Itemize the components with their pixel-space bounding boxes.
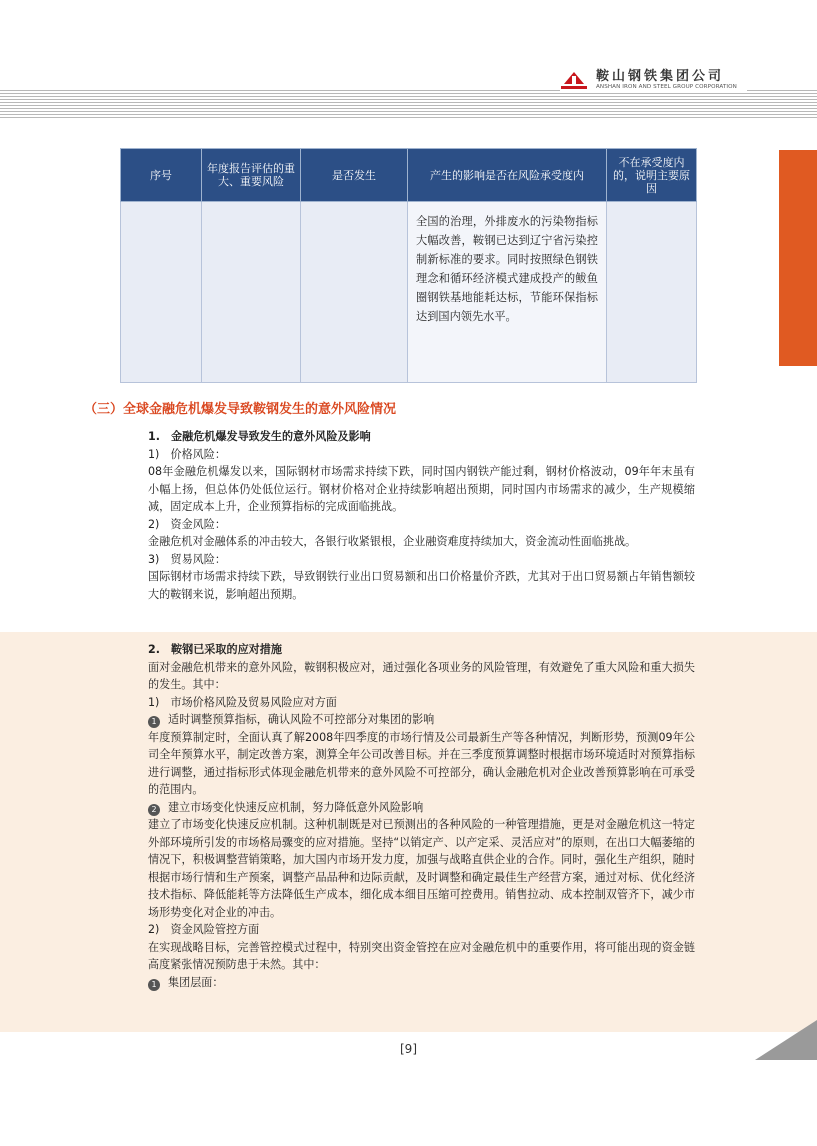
section-title: （三）全球金融危机爆发导致鞍钢发生的意外风险情况	[84, 402, 397, 417]
table-cell-impact: 全国的治理，外排废水的污染物指标大幅改善，鞍钢已达到辽宁省污染控制新标准的要求。同时按照绿色钢铁理念和循环经济模式建成投产的鲅鱼圈钢铁基地能耗达标，节能环保指标达到国内领先水平。	[408, 202, 607, 383]
paragraph: 建立了市场变化快速反应机制。这种机制既是对已预测出的各种风险的一种管理措施，更是对金融危机这一特定外部环境所引发的市场格局骤变的应对措施。坚持“以销定产、以产定采、灵活应对”的原则，在出口大幅萎缩的情况下，积极调整营销策略，加大国内市场开发力度，加强与战略直供企业的合作。同时，强化生产组织，随时根据市场行情和生产预案，调整产品品种和边际贡献，及时调整和确定最佳生产经营方案，通过对标、优化经济技术指标、降低能耗等方法降低生产成本，细化成本细目压缩可控费用。销售拉动、成本控制双管齐下，减少市场形势变化对企业的冲击。	[148, 818, 695, 919]
paragraph: 面对金融危机带来的意外风险，鞍钢积极应对，通过强化各项业务的风险管理，有效避免了重大风险和重大损失的发生。其中：	[148, 660, 695, 691]
item-heading: 建立市场变化快速反应机制，努力降低意外风险影响	[168, 800, 424, 814]
paragraph: 在实现战略目标，完善管控模式过程中，特别突出资金管控在应对金融危机中的重要作用，将可能出现的资金链高度紧张情况预防患于未然。其中：	[148, 940, 695, 971]
paragraph: 年度预算制定时，全面认真了解2008年四季度的市场行情及公司最新生产等各种情况，判断形势，预测09年公司全年预算水平，制定改善方案，测算全年公司改善目标。并在三季度预算调整时根据市场环境适时对预算指标进行调整，通过指标形式体现金融危机带来的意外风险不可控部分，确认金融危机对企业改善预算影响在可承受的范围内。	[148, 730, 695, 796]
company-logo	[560, 70, 588, 90]
circled-number-icon: 2	[148, 804, 160, 816]
page-corner-decoration	[755, 1020, 817, 1060]
paragraph: 金融危机对金融体系的冲击较大，各银行收紧银根，企业融资难度持续加大，资金流动性面临挑战。	[148, 535, 637, 548]
item-heading: 1) 市场价格风险及贸易风险应对方面	[148, 695, 337, 709]
col-header: 不在承受度内的，说明主要原因	[607, 149, 697, 202]
table-row	[121, 202, 697, 383]
company-name-cn: 鞍山钢铁集团公司	[596, 68, 725, 84]
circled-number-icon: 1	[148, 716, 160, 728]
item-heading: 2) 资金风险管控方面	[148, 923, 260, 936]
item-heading: 适时调整预算指标，确认风险不可控部分对集团的影响	[168, 713, 435, 726]
col-header: 年度报告评估的重大、重要风险	[202, 149, 301, 202]
item-heading: 1) 价格风险：	[148, 447, 226, 461]
risk-impact-block	[120, 428, 695, 603]
table-cell	[607, 202, 697, 383]
col-header: 是否发生	[301, 149, 408, 202]
table-cell	[301, 202, 408, 383]
page-number: [9]	[400, 1042, 417, 1056]
col-header: 序号	[121, 149, 202, 202]
subheading: 2. 鞍钢已采取的应对措施	[148, 643, 282, 656]
circled-number-icon: 1	[148, 979, 160, 991]
header-hatch-band	[0, 90, 817, 120]
item-heading: 2) 资金风险：	[148, 517, 226, 531]
subheading: 1. 金融危机爆发导致发生的意外风险及影响	[148, 430, 371, 443]
paragraph: 国际钢材市场需求持续下跌，导致钢铁行业出口贸易额和出口价格量价齐跌，尤其对于出口贸易额占年销售额较大的鞍钢来说，影响超出预期。	[148, 570, 695, 601]
table-header-row	[121, 149, 697, 202]
item-heading: 3) 贸易风险：	[148, 552, 226, 566]
table-cell	[202, 202, 301, 383]
table-cell	[121, 202, 202, 383]
col-header: 产生的影响是否在风险承受度内	[408, 149, 607, 202]
side-tab	[779, 150, 817, 366]
company-header	[560, 68, 747, 92]
company-name-en: ANSHAN IRON AND STEEL GROUP CORPORATION	[596, 83, 737, 90]
item-heading: 集团层面：	[168, 975, 224, 989]
risk-table	[120, 148, 697, 383]
paragraph: 08年金融危机爆发以来，国际钢材市场需求持续下跌，同时国内钢铁产能过剩，钢材价格波动，09年年末虽有小幅上扬，但总体仍处低位运行。钢材价格对企业持续影响超出预期，同时国内市场需求的减少，生产规模缩减，固定成本上升，企业预算指标的完成面临挑战。	[148, 465, 695, 513]
measures-block	[120, 641, 695, 991]
